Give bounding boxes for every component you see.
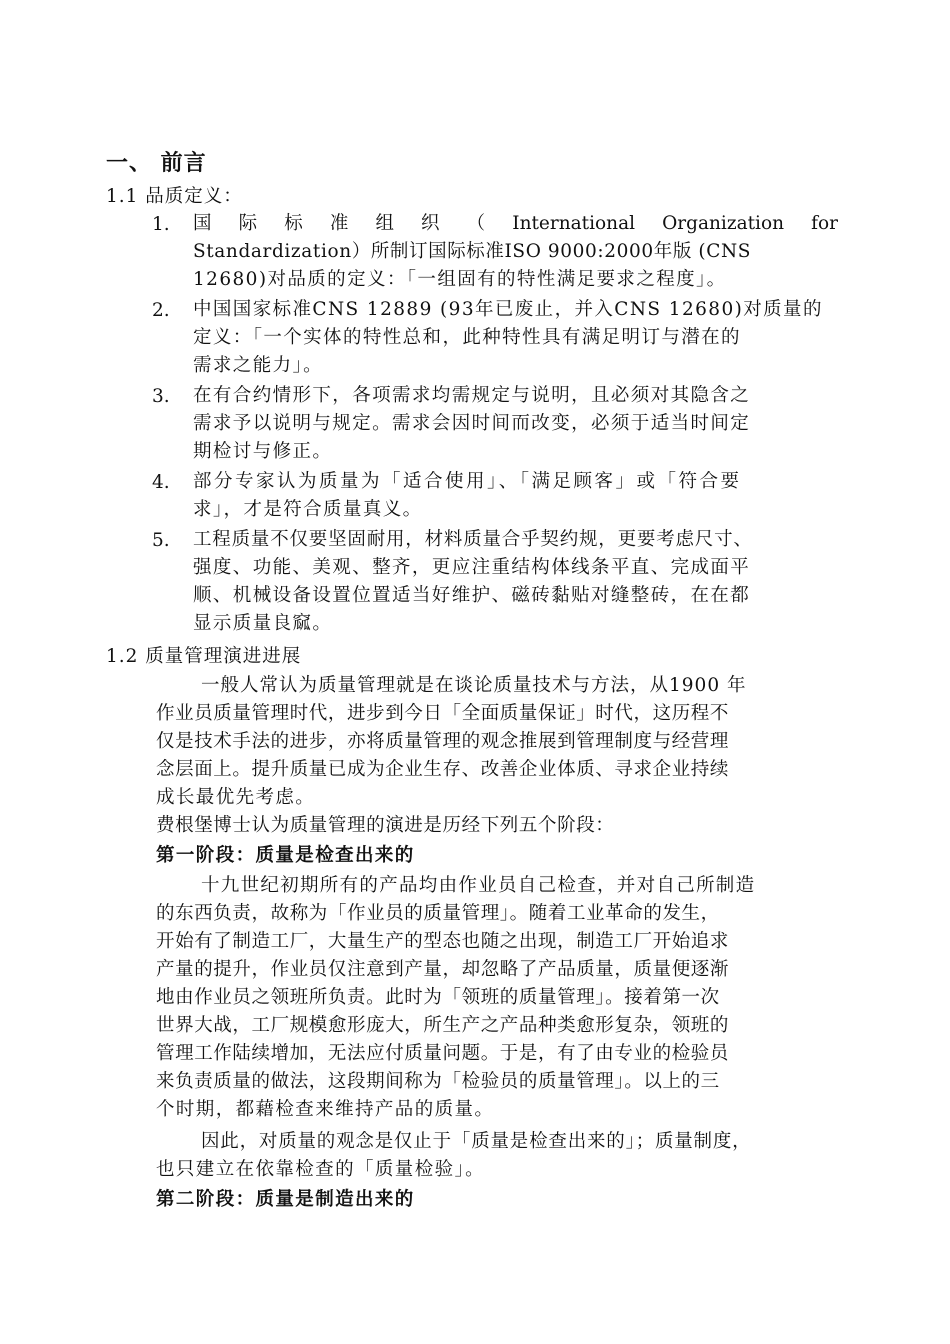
word: 标	[284, 213, 303, 234]
paragraph-line: 管理工作陆续增加，无法应付质量问题。于是，有了由专业的检验员	[156, 1043, 730, 1064]
paragraph-line: 个时期，都藉检查来维持产品的质量。	[156, 1099, 495, 1120]
paragraph-line: 开始有了制造工厂，大量生产的型态也随之出现，制造工厂开始追求	[156, 931, 730, 952]
list-item-line: 期检讨与修正。	[193, 441, 333, 462]
paragraph-line: 十九世纪初期所有的产品均由作业员自己检查，并对自己所制造	[201, 875, 756, 896]
paragraph-line: 作业员质量管理时代，进步到今日「全面质量保证」时代，这历程不	[156, 703, 730, 724]
word: （	[466, 213, 486, 234]
page-heading: 一、 前言	[106, 150, 207, 176]
list-item-line: 工程质量不仅要坚固耐用，材料质量合乎契约规，更要考虑尺寸、	[193, 529, 753, 550]
paragraph-line: 世界大战，工厂规模愈形庞大，所生产之产品种类愈形复杂，领班的	[156, 1015, 730, 1036]
word: 际	[238, 213, 258, 234]
list-item-line-justified	[193, 210, 838, 238]
paragraph-line: 仅是技术手法的进步，亦将质量管理的观念推展到管理制度与经营理	[156, 731, 730, 752]
paragraph-line: 地由作业员之领班所负责。此时为「领班的质量管理」。接着第一次	[156, 987, 720, 1008]
list-item-number: 1.	[152, 214, 170, 235]
word: 织	[421, 213, 440, 234]
list-item-line: Standardization）所制订国际标准ISO 9000:2000年版 (CNS	[193, 241, 752, 262]
paragraph-line: 的东西负责，故称为「作业员的质量管理」。随着工业革命的发生，	[156, 903, 720, 924]
word: 准	[329, 213, 349, 234]
list-item-line: 中国国家标准CNS 12889 (93年已废止，并入CNS 12680)对质量的	[193, 299, 823, 320]
word: 国	[193, 213, 212, 234]
paragraph-line: 费根堡博士认为质量管理的演进是历经下列五个阶段：	[156, 815, 615, 836]
paragraph-line: 因此，对质量的观念是仅止于「质量是检查出来的」；质量制度，	[201, 1131, 752, 1152]
section-1-2-title: 1.2 质量管理演进进展	[106, 646, 302, 667]
word: 组	[375, 213, 394, 234]
list-item-line: 需求之能力」。	[193, 355, 324, 376]
list-item-line: 强度、功能、美观、整齐，更应注重结构体线条平直、完成面平	[193, 557, 751, 578]
list-item-line: 在有合约情形下，各项需求均需规定与说明，且必须对其隐含之	[193, 385, 751, 406]
paragraph-line: 产量的提升，作业员仅注意到产量，却忽略了产品质量，质量便逐渐	[156, 959, 730, 980]
word: International	[512, 213, 636, 234]
list-item-line: 部分专家认为质量为「适合使用」、「满足顾客」或「符合要	[193, 471, 742, 492]
list-item-line: 求」，才是符合质量真义。	[193, 499, 423, 520]
paragraph-line: 成长最优先考虑。	[156, 787, 316, 808]
list-item-number: 5.	[152, 530, 170, 551]
section-1-1-title: 1.1 品质定义：	[106, 186, 243, 207]
paragraph-line: 念层面上。提升质量已成为企业生存、改善企业体质、寻求企业持续	[156, 759, 730, 780]
list-item-line: 顺、机械设备设置位置适当好维护、磁砖黏贴对缝整砖，在在都	[193, 585, 751, 606]
paragraph-line: 也只建立在依靠检查的「质量检验」。	[156, 1159, 486, 1180]
paragraph-line: 来负责质量的做法，这段期间称为「检验员的质量管理」。以上的三	[156, 1071, 720, 1092]
list-item-line: 12680)对品质的定义：「一组固有的特性满足要求之程度」。	[193, 269, 727, 290]
list-item-number: 4.	[152, 472, 170, 493]
list-item-line: 需求予以说明与规定。需求会因时间而改变，必须于适当时间定	[193, 413, 751, 434]
word: for	[811, 213, 838, 234]
word: Organization	[662, 213, 785, 234]
list-item-line: 显示质量良窳。	[193, 613, 333, 634]
stage-2-title: 第二阶段：质量是制造出来的	[156, 1189, 415, 1210]
list-item-line: 定义：「一个实体的特性总和，此种特性具有满足明订与潜在的	[193, 327, 741, 348]
stage-1-title: 第一阶段：质量是检查出来的	[156, 845, 415, 866]
list-item-number: 2.	[152, 300, 170, 321]
list-item-number: 3.	[152, 386, 170, 407]
paragraph-line: 一般人常认为质量管理就是在谈论质量技术与方法，从1900 年	[201, 675, 747, 696]
